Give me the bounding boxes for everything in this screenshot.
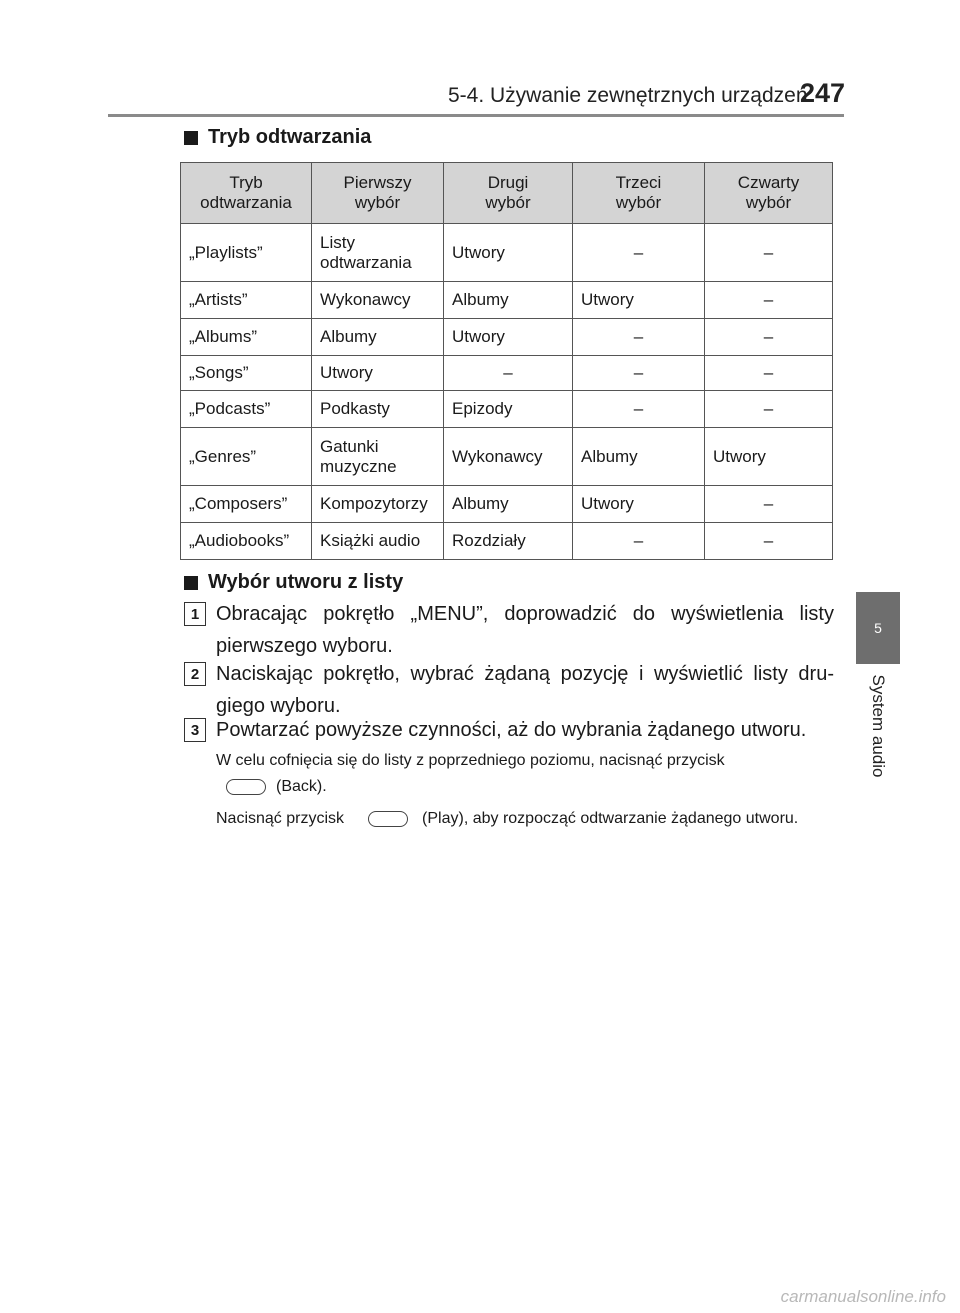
table-cell: – — [573, 523, 705, 560]
step-text: Powtarzać powyższe czynności, aż do wybrania żądanego utworu. — [216, 719, 807, 741]
table-cell: Utwory — [573, 282, 705, 319]
step-text: Naciskając pokrętło, wybrać żądaną pozycję i wyświetlić listy dru-giego wyboru. — [216, 663, 834, 717]
table-row — [181, 486, 833, 523]
table-cell: – — [705, 523, 833, 560]
step-text: Obracając pokrętło „MENU”, doprowadzić do wyświetlenia listy pierwszego wyboru. — [216, 603, 834, 657]
step-number: 2 — [184, 662, 206, 686]
page-number: 247 — [800, 78, 846, 108]
note-back-suffix: (Back). — [276, 778, 327, 795]
table-cell: „Playlists” — [181, 224, 312, 282]
table-cell: Albumy — [444, 282, 573, 319]
watermark: carmanualsonline.info — [780, 1287, 946, 1306]
column-header-mode: Tryb odtwarzania — [181, 163, 312, 224]
column-header-fourth: Czwarty wybór — [705, 163, 833, 224]
note-back-text: W celu cofnięcia się do listy z poprzedniego poziomu, nacisnąć przycisk — [216, 752, 725, 769]
track-selection-heading-text: Wybór utworu z listy — [208, 571, 404, 593]
step-2 — [184, 658, 834, 722]
play-button-icon — [368, 811, 408, 827]
track-selection-heading — [184, 571, 403, 594]
table-cell: Utwory — [573, 486, 705, 523]
table-row — [181, 282, 833, 319]
note-play — [216, 806, 834, 832]
note-play-text: Nacisnąć przycisk — [216, 810, 345, 827]
table-cell: Albumy — [573, 428, 705, 486]
table-cell: Utwory — [312, 356, 444, 391]
play-mode-heading-text: Tryb odtwarzania — [208, 126, 372, 148]
running-header: 5-4. Używanie zewnętrznych urządzeń — [448, 84, 808, 107]
table-cell: – — [705, 319, 833, 356]
table-row — [181, 428, 833, 486]
table-cell: „Songs” — [181, 356, 312, 391]
table-cell: Wykonawcy — [444, 428, 573, 486]
table-cell: – — [705, 224, 833, 282]
table-cell: – — [705, 356, 833, 391]
table-cell: Utwory — [444, 319, 573, 356]
play-mode-table — [180, 162, 833, 560]
table-row — [181, 523, 833, 560]
chapter-label: System audio — [869, 674, 888, 778]
table-cell: „Genres” — [181, 428, 312, 486]
table-cell: Albumy — [312, 319, 444, 356]
table-row — [181, 356, 833, 391]
table-cell: „Albums” — [181, 319, 312, 356]
step-number: 3 — [184, 718, 206, 742]
table-cell: Listy odtwarzania — [312, 224, 444, 282]
note-back — [216, 748, 834, 800]
header-rule — [108, 114, 844, 117]
table-cell: Utwory — [705, 428, 833, 486]
table-cell: „Audiobooks” — [181, 523, 312, 560]
table-cell: Epizody — [444, 391, 573, 428]
note-play-suffix: (Play), aby rozpocząć odtwarzanie żądanego utworu. — [422, 810, 799, 827]
table-cell: „Composers” — [181, 486, 312, 523]
table-cell: – — [705, 282, 833, 319]
table-cell: – — [444, 356, 573, 391]
table-cell: – — [705, 391, 833, 428]
chapter-tab — [856, 592, 900, 664]
play-mode-heading — [184, 126, 371, 149]
table-row — [181, 319, 833, 356]
table-cell: Kompozytorzy — [312, 486, 444, 523]
table-cell: Gatunki muzyczne — [312, 428, 444, 486]
table-cell: – — [573, 319, 705, 356]
square-bullet-icon — [184, 576, 198, 590]
table-header-row — [181, 163, 833, 224]
table-cell: – — [573, 391, 705, 428]
column-header-second: Drugi wybór — [444, 163, 573, 224]
table-cell: „Artists” — [181, 282, 312, 319]
table-row — [181, 391, 833, 428]
table-cell: – — [705, 486, 833, 523]
back-button-icon — [226, 779, 266, 795]
table-cell: – — [573, 224, 705, 282]
table-cell: Wykonawcy — [312, 282, 444, 319]
table-cell: Utwory — [444, 224, 573, 282]
table-cell: – — [573, 356, 705, 391]
table-cell: „Podcasts” — [181, 391, 312, 428]
step-1 — [184, 598, 834, 662]
step-number: 1 — [184, 602, 206, 626]
step-3 — [184, 714, 834, 746]
table-cell: Rozdziały — [444, 523, 573, 560]
column-header-first: Pierwszy wybór — [312, 163, 444, 224]
column-header-third: Trzeci wybór — [573, 163, 705, 224]
chapter-number: 5 — [874, 620, 882, 636]
square-bullet-icon — [184, 131, 198, 145]
table-cell: Książki audio — [312, 523, 444, 560]
table-cell: Albumy — [444, 486, 573, 523]
table-row — [181, 224, 833, 282]
table-cell: Podkasty — [312, 391, 444, 428]
